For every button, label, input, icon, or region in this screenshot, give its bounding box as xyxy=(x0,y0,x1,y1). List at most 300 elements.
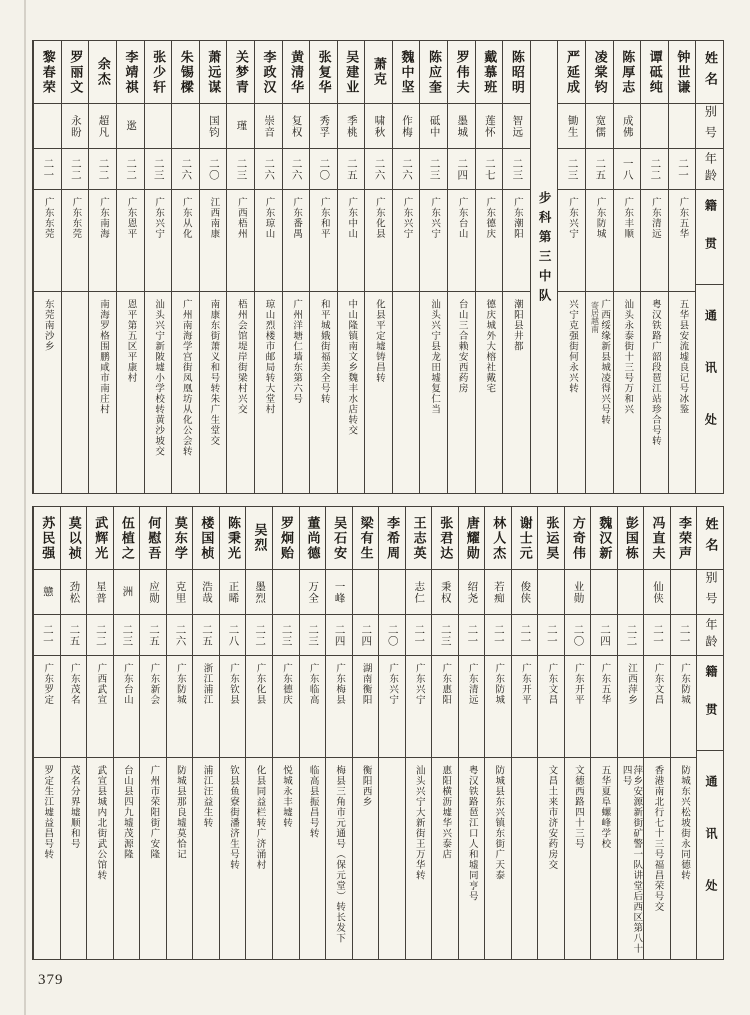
entry-age xyxy=(644,615,670,656)
entry-alias-text: 绍尧 xyxy=(466,580,478,604)
entry-age-text: 二六 xyxy=(263,157,275,181)
entry-column xyxy=(86,507,113,959)
entry-address xyxy=(167,758,193,959)
entry-column xyxy=(166,507,193,959)
entry-name xyxy=(503,41,530,104)
entry-name-text: 戴慕班 xyxy=(482,49,498,95)
entry-origin-text: 广东恩平 xyxy=(125,197,136,239)
header-column xyxy=(696,507,723,959)
entry-age xyxy=(114,615,140,656)
entry-alias-text: 国钧 xyxy=(207,114,219,138)
entry-age xyxy=(476,149,503,190)
entry-alias xyxy=(172,104,199,149)
entry-age-text: 二五 xyxy=(594,157,606,181)
entry-address-text: 防城东兴松坡街永同德转 xyxy=(679,765,690,881)
entry-age-text: 二二 xyxy=(625,623,637,647)
entry-name xyxy=(283,41,310,104)
entry-origin-text: 湖南衡阳 xyxy=(360,663,371,705)
entry-column xyxy=(643,507,670,959)
entry-name-text: 莫以祯 xyxy=(66,515,82,561)
entry-address-text: 化县同益栏转广济涌村 xyxy=(254,765,265,870)
entry-address xyxy=(565,758,591,959)
entry-age xyxy=(338,149,365,190)
entry-origin-text: 广东茂名 xyxy=(68,663,79,705)
entry-origin-text: 广东文昌 xyxy=(652,663,663,705)
entry-column xyxy=(364,41,392,493)
entry-origin xyxy=(353,656,379,758)
entry-address xyxy=(485,758,511,959)
entry-alias-text: 万全 xyxy=(307,580,319,604)
entry-alias xyxy=(246,570,272,615)
entry-origin xyxy=(62,190,89,292)
entry-address-text: 文昌土来市济安药房交 xyxy=(546,765,557,870)
header-column xyxy=(695,41,723,493)
entry-column xyxy=(60,507,87,959)
field-label-name-text: 姓名 xyxy=(702,51,718,93)
entry-note: 寄居越南 xyxy=(590,301,600,333)
entry-address-text: 南康东街萧义和号转朱广生堂交 xyxy=(208,299,219,446)
entry-origin-text: 广东兴宁 xyxy=(401,197,412,239)
entry-alias xyxy=(283,104,310,149)
entry-age xyxy=(512,615,538,656)
entry-age-text: 二一 xyxy=(519,623,531,647)
entry-address xyxy=(140,758,166,959)
entry-age-text: 二五 xyxy=(68,623,80,647)
entry-age-text: 一八 xyxy=(621,157,633,181)
entry-origin xyxy=(172,190,199,292)
entry-origin xyxy=(338,190,365,292)
entry-alias xyxy=(476,104,503,149)
entry-name xyxy=(338,41,365,104)
entry-address xyxy=(200,292,227,493)
entry-address xyxy=(326,758,352,959)
entry-age xyxy=(538,615,564,656)
entry-age-text: 二四 xyxy=(456,157,468,181)
entry-alias xyxy=(671,570,697,615)
entry-origin xyxy=(227,190,254,292)
field-label-address xyxy=(696,285,723,493)
entry-address xyxy=(145,292,172,493)
entry-address xyxy=(476,292,503,493)
entry-address-text: 武宣县城内北街武公馆转 xyxy=(95,765,106,881)
entry-origin xyxy=(614,190,641,292)
entry-name xyxy=(300,507,326,570)
entry-address-text: 罗定生江墟益昌号转 xyxy=(42,765,53,860)
entry-origin-text: 广东从化 xyxy=(180,197,191,239)
entry-column xyxy=(61,41,89,493)
entry-origin-text: 广东兴宁 xyxy=(429,197,440,239)
entry-age-text: 二一 xyxy=(678,623,690,647)
entry-origin-text: 广东梅县 xyxy=(334,663,345,705)
entry-name xyxy=(538,507,564,570)
entry-address-text: 广西绥缘新县城凌得兴号转 xyxy=(599,299,610,425)
entry-alias-text: 砥中 xyxy=(428,114,440,138)
entry-address-text: 香港南北行七十三号福昌荣号交 xyxy=(652,765,663,912)
entry-alias-text: 宽儒 xyxy=(594,114,606,138)
entry-origin-text: 广东兴宁 xyxy=(567,197,578,239)
entry-address xyxy=(586,292,613,493)
entry-column xyxy=(419,41,447,493)
entry-name xyxy=(614,41,641,104)
entry-alias xyxy=(558,104,585,149)
entry-origin xyxy=(300,656,326,758)
section-divider-label xyxy=(531,41,558,493)
entry-name-text: 林人杰 xyxy=(491,515,507,561)
entry-age-text: 二一 xyxy=(652,623,664,647)
entry-age-text: 二一 xyxy=(42,157,54,181)
entry-name xyxy=(193,507,219,570)
entry-origin xyxy=(255,190,282,292)
entry-age xyxy=(420,149,447,190)
entry-alias-text: 俊侠 xyxy=(519,580,531,604)
entry-origin-text: 广东开平 xyxy=(519,663,530,705)
field-label-name xyxy=(697,507,723,570)
entry-origin-text: 广东兴宁 xyxy=(387,663,398,705)
entry-alias xyxy=(310,104,337,149)
field-label-alias-text: 别号 xyxy=(703,571,718,613)
entry-name-text: 萧远谋 xyxy=(206,49,222,95)
entry-name xyxy=(326,507,352,570)
entry-origin xyxy=(167,656,193,758)
entry-age-text: 二五 xyxy=(201,623,213,647)
entry-origin-text: 广东兴宁 xyxy=(153,197,164,239)
entry-address xyxy=(273,758,299,959)
entry-origin-text: 浙江浦江 xyxy=(201,663,212,705)
entry-age xyxy=(300,615,326,656)
entry-origin-text: 广东台山 xyxy=(456,197,467,239)
entry-column xyxy=(613,41,641,493)
entry-name xyxy=(34,41,61,104)
entry-alias xyxy=(193,570,219,615)
entry-alias-text: 智远 xyxy=(511,114,523,138)
entry-address-text: 和平城娥街福美全号转 xyxy=(318,299,329,404)
entry-alias xyxy=(34,570,60,615)
entry-origin-text: 广东琼山 xyxy=(263,197,274,239)
entry-alias-text: 若痴 xyxy=(492,580,504,604)
entry-name-text: 梁有生 xyxy=(358,515,374,561)
entry-origin-text: 广东东莞 xyxy=(42,197,53,239)
entry-address xyxy=(117,292,144,493)
field-label-origin xyxy=(697,656,723,751)
entry-name xyxy=(406,507,432,570)
entry-name-text: 陈秉光 xyxy=(225,515,241,561)
entry-alias xyxy=(432,570,458,615)
entry-origin-text: 广东化县 xyxy=(373,197,384,239)
section-divider-label-text: 步科第三中队 xyxy=(537,191,552,308)
entry-name xyxy=(586,41,613,104)
entry-address-text: 潮阳县井都 xyxy=(511,299,522,352)
entry-age-text: 二三 xyxy=(280,623,292,647)
entry-address-text: 茂名分界墟顺和号 xyxy=(68,765,79,849)
entry-column xyxy=(192,507,219,959)
entry-age-text: 二四 xyxy=(598,623,610,647)
entry-alias xyxy=(87,570,113,615)
entry-alias-text: 墨城 xyxy=(456,114,468,138)
entry-name-text: 钟世谦 xyxy=(675,49,691,95)
entry-age-text: 二一 xyxy=(41,623,53,647)
entry-alias xyxy=(326,570,352,615)
entry-address xyxy=(538,758,564,959)
entry-origin-text: 广东临高 xyxy=(307,663,318,705)
entry-alias-text: 墨烈 xyxy=(254,580,266,604)
entry-age xyxy=(246,615,272,656)
entry-address xyxy=(310,292,337,493)
entry-age xyxy=(310,149,337,190)
entry-column xyxy=(537,507,564,959)
entry-origin-text: 广东罗定 xyxy=(42,663,53,705)
entry-age-text: 二四 xyxy=(333,623,345,647)
entry-column xyxy=(226,41,254,493)
entry-age-text: 二二 xyxy=(94,623,106,647)
entry-column xyxy=(282,41,310,493)
entry-age xyxy=(503,149,530,190)
entry-alias-text: 星普 xyxy=(94,580,106,604)
entry-origin xyxy=(193,656,219,758)
entry-age xyxy=(565,615,591,656)
entry-name-text: 罗丽文 xyxy=(68,49,84,95)
entry-alias-text: 志仁 xyxy=(413,580,425,604)
entry-name-text: 董尚德 xyxy=(305,515,321,561)
entry-age xyxy=(365,149,392,190)
entry-age-text: 二三 xyxy=(152,157,164,181)
entry-origin-text: 广东东莞 xyxy=(70,197,81,239)
entry-origin-text: 广东防城 xyxy=(174,663,185,705)
entry-alias-text: 克里 xyxy=(174,580,186,604)
entry-name-text: 魏中坚 xyxy=(399,49,415,95)
entry-name-text: 朱锡樑 xyxy=(178,49,194,95)
entry-origin xyxy=(273,656,299,758)
entry-name xyxy=(512,507,538,570)
entry-address-text: 汕头兴宁大新街王万华转 xyxy=(413,765,424,881)
entry-alias-text: 戆 xyxy=(41,586,53,598)
entry-alias xyxy=(365,104,392,149)
entry-address xyxy=(406,758,432,959)
entry-name xyxy=(117,41,144,104)
entry-name-text: 黎春荣 xyxy=(40,49,56,95)
entry-alias xyxy=(227,104,254,149)
entry-age-text: 二七 xyxy=(483,157,495,181)
entry-origin xyxy=(34,656,60,758)
entry-age-text: 二三 xyxy=(428,157,440,181)
entry-age-text: 二一 xyxy=(492,623,504,647)
entry-origin-text: 广东潮阳 xyxy=(511,197,522,239)
entry-column xyxy=(254,41,282,493)
entry-address xyxy=(671,758,697,959)
entry-name-text: 莫东学 xyxy=(172,515,188,561)
entry-column xyxy=(392,41,420,493)
entry-address-text: 防城县东兴镇东街广天泰 xyxy=(493,765,504,881)
entry-address-text: 汕头永泰街十三号万和兴 xyxy=(622,299,633,415)
entry-age-text: 二六 xyxy=(174,623,186,647)
entry-alias xyxy=(485,570,511,615)
entry-age xyxy=(34,615,60,656)
entry-age xyxy=(34,149,61,190)
entry-origin xyxy=(565,656,591,758)
entry-origin-text: 广东防城 xyxy=(594,197,605,239)
entry-address-text: 广州南海学宫街凤凰坊从化公会转 xyxy=(180,299,191,457)
entry-address-text: 五华县安流墟良记号冰鉴 xyxy=(677,299,688,415)
entry-alias xyxy=(669,104,696,149)
entry-column xyxy=(337,41,365,493)
entry-address-text: 钦县鱼寮街潘济生号转 xyxy=(227,765,238,870)
entry-age xyxy=(200,149,227,190)
entry-name xyxy=(353,507,379,570)
entry-alias-text: 秉权 xyxy=(439,580,451,604)
entry-name-text: 张复华 xyxy=(316,49,332,95)
entry-alias xyxy=(459,570,485,615)
entry-column xyxy=(590,507,617,959)
entry-name-text: 唐耀勋 xyxy=(464,515,480,561)
entry-age-text: 二六 xyxy=(401,157,413,181)
entry-age-text: 二〇 xyxy=(386,623,398,647)
entry-origin xyxy=(200,190,227,292)
entry-origin xyxy=(89,190,116,292)
entry-address-text: 衡阳西乡 xyxy=(360,765,371,807)
entry-alias-text: 作梅 xyxy=(401,114,413,138)
entry-origin-text: 广西梧州 xyxy=(235,197,246,239)
entry-address xyxy=(641,292,668,493)
entry-name-text: 张运昊 xyxy=(544,515,560,561)
entry-origin-text: 广东防城 xyxy=(679,663,690,705)
field-label-address xyxy=(697,751,723,959)
entry-name xyxy=(669,41,696,104)
entry-column xyxy=(325,507,352,959)
entry-address xyxy=(300,758,326,959)
entry-name xyxy=(310,41,337,104)
entry-alias-text: 劲松 xyxy=(68,580,80,604)
entry-alias xyxy=(62,104,89,149)
entry-address xyxy=(558,292,585,493)
entry-name-text: 陈厚志 xyxy=(620,49,636,95)
entry-name xyxy=(87,507,113,570)
entry-origin xyxy=(87,656,113,758)
entry-address-text: 恩平第五区平康村 xyxy=(125,299,136,383)
entry-alias-text: 逖 xyxy=(125,120,137,132)
entry-age xyxy=(591,615,617,656)
entry-alias-text: 成佛 xyxy=(621,114,633,138)
entry-age xyxy=(618,615,644,656)
entry-alias-text: 锄生 xyxy=(566,114,578,138)
entry-age xyxy=(172,149,199,190)
entry-alias xyxy=(61,570,87,615)
entry-origin-text: 广东清远 xyxy=(649,197,660,239)
entry-name xyxy=(200,41,227,104)
entry-alias xyxy=(353,570,379,615)
entry-alias xyxy=(114,570,140,615)
entry-alias xyxy=(618,570,644,615)
entry-origin-text: 广东丰顺 xyxy=(622,197,633,239)
entry-alias-text: 瑾 xyxy=(235,120,247,132)
entry-origin xyxy=(246,656,272,758)
entry-name-text: 吴烈 xyxy=(252,523,268,553)
entry-alias xyxy=(338,104,365,149)
entry-age xyxy=(353,615,379,656)
entry-name xyxy=(62,41,89,104)
entry-age xyxy=(193,615,219,656)
entry-name-text: 楼国桢 xyxy=(199,515,215,561)
entry-age-text: 二〇 xyxy=(207,157,219,181)
page-number: 379 xyxy=(38,972,64,988)
entry-age-text: 二一 xyxy=(545,623,557,647)
entry-name-text: 罗伟夫 xyxy=(454,49,470,95)
entry-origin-text: 广东台山 xyxy=(121,663,132,705)
entry-age xyxy=(432,615,458,656)
entry-name-text: 张君达 xyxy=(438,515,454,561)
entry-alias xyxy=(200,104,227,149)
entry-age-text: 二一 xyxy=(676,157,688,181)
entry-name-text: 魏汉新 xyxy=(597,515,613,561)
section-divider xyxy=(530,41,558,493)
entry-age xyxy=(586,149,613,190)
entry-name xyxy=(476,41,503,104)
field-label-age-text: 年龄 xyxy=(703,618,718,652)
entry-address-text: 悦城永丰墟转 xyxy=(281,765,292,828)
entry-address-text: 化县平定墟铸昌转 xyxy=(373,299,384,383)
entry-column xyxy=(219,507,246,959)
entry-origin xyxy=(117,190,144,292)
entry-column xyxy=(199,41,227,493)
entry-age xyxy=(255,149,282,190)
entry-address xyxy=(448,292,475,493)
entry-column xyxy=(484,507,511,959)
entry-origin xyxy=(432,656,458,758)
entry-name-text: 谭砥纯 xyxy=(647,49,663,95)
entry-alias xyxy=(140,570,166,615)
entry-address-text: 兴宁克强街何永兴转 xyxy=(567,299,578,394)
entry-origin xyxy=(503,190,530,292)
entry-column xyxy=(405,507,432,959)
entry-name-text: 冯直夫 xyxy=(650,515,666,561)
entry-alias xyxy=(167,570,193,615)
entry-column xyxy=(668,41,696,493)
entry-column xyxy=(245,507,272,959)
entry-origin xyxy=(448,190,475,292)
entry-alias-text: 崇音 xyxy=(263,114,275,138)
entry-name xyxy=(558,41,585,104)
entry-address-text: 南海罗格围鹏咸市南庄村 xyxy=(97,299,108,415)
entry-alias-text: 应勋 xyxy=(147,580,159,604)
entry-alias xyxy=(538,570,564,615)
entry-address xyxy=(62,292,89,493)
entry-name xyxy=(220,507,246,570)
entry-name-text: 吴石安 xyxy=(332,515,348,561)
entry-origin-text: 广东化县 xyxy=(254,663,265,705)
entry-alias-text: 浩哉 xyxy=(201,580,213,604)
entry-origin-text: 广东防城 xyxy=(493,663,504,705)
entry-name xyxy=(61,507,87,570)
entry-name-text: 吴建业 xyxy=(344,49,360,95)
entry-origin xyxy=(145,190,172,292)
entry-age-text: 二六 xyxy=(373,157,385,181)
entry-address xyxy=(227,292,254,493)
entry-age-text: 二三 xyxy=(439,623,451,647)
entry-alias xyxy=(117,104,144,149)
entry-name xyxy=(255,41,282,104)
field-label-alias xyxy=(696,104,723,149)
entry-alias-text: 永盼 xyxy=(69,114,81,138)
entry-name-text: 李靖祺 xyxy=(123,49,139,95)
entry-name xyxy=(459,507,485,570)
entry-age xyxy=(62,149,89,190)
entry-alias xyxy=(220,570,246,615)
entry-address-text: 梧州会馆堤岸街梁村兴交 xyxy=(235,299,246,415)
entry-address-text: 五华夏阜螺峰学校 xyxy=(599,765,610,849)
field-label-address-text: 通讯处 xyxy=(703,309,718,465)
entry-column xyxy=(88,41,116,493)
entry-age-text: 二〇 xyxy=(318,157,330,181)
entry-name-text: 张少轩 xyxy=(151,49,167,95)
entry-column xyxy=(447,41,475,493)
